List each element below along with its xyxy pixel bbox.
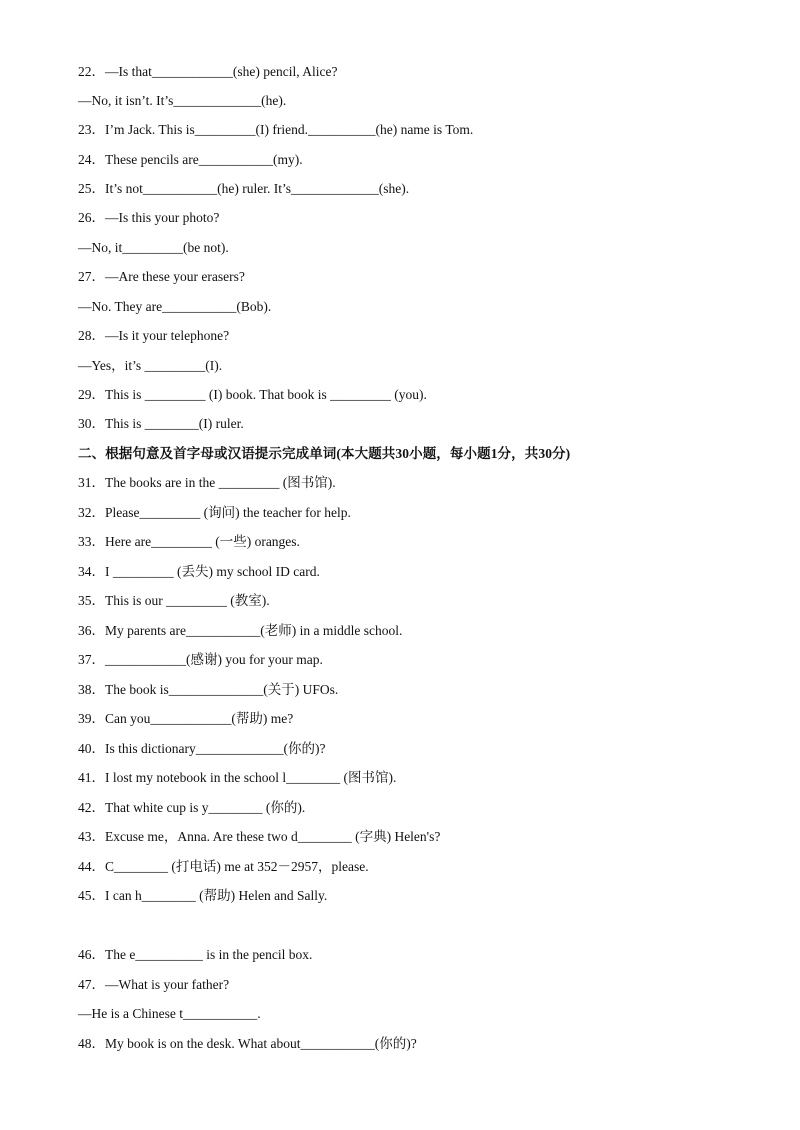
question-29: 29．This is _________ (I) book. That book is _________ (you).: [78, 387, 427, 402]
question-48: 48．My book is on the desk. What about___________(你的)?: [78, 1036, 417, 1051]
question-41: 41．I lost my notebook in the school l________ (图书馆).: [78, 770, 397, 785]
question-30: 30．This is ________(I) ruler.: [78, 416, 244, 431]
question-42: 42．That white cup is y________ (你的).: [78, 800, 306, 815]
question-39: 39．Can you____________(帮助) me?: [78, 711, 294, 726]
question-44: 44．C________ (打电话) me at 352－2957，please.: [78, 859, 369, 874]
answer-26: —No, it_________(be not).: [78, 240, 229, 255]
section-heading: 二、根据句意及首字母或汉语提示完成单词(本大题共30小题，每小题1分，共30分): [78, 446, 571, 461]
question-27: 27．—Are these your erasers?: [78, 269, 245, 284]
question-24: 24．These pencils are___________(my).: [78, 152, 303, 167]
question-38: 38．The book is______________(关于) UFOs.: [78, 682, 339, 697]
question-25: 25．It’s not___________(he) ruler. It’s_____________(she).: [78, 181, 410, 196]
question-46: 46．The e__________ is in the pencil box.: [78, 947, 313, 962]
question-37: 37．____________(感谢) you for your map.: [78, 652, 323, 667]
question-26: 26．—Is this your photo?: [78, 210, 220, 225]
question-23: 23．I’m Jack. This is_________(I) friend.__________(he) name is Tom.: [78, 122, 474, 137]
question-36: 36．My parents are___________(老师) in a middle school.: [78, 623, 403, 638]
question-34: 34．I _________ (丢失) my school ID card.: [78, 564, 320, 579]
question-47: 47．—What is your father?: [78, 977, 230, 992]
question-35: 35．This is our _________ (教室).: [78, 593, 270, 608]
answer-22: —No, it isn’t. It’s_____________(he).: [78, 93, 287, 108]
question-45: 45．I can h________ (帮助) Helen and Sally.: [78, 888, 328, 903]
question-28: 28．—Is it your telephone?: [78, 328, 230, 343]
question-43: 43．Excuse me，Anna. Are these two d________ (字典) Helen's?: [78, 829, 441, 844]
question-32: 32．Please_________ (询问) the teacher for help.: [78, 505, 351, 520]
question-31: 31．The books are in the _________ (图书馆).: [78, 475, 336, 490]
question-40: 40．Is this dictionary_____________(你的)?: [78, 741, 326, 756]
answer-27: —No. They are___________(Bob).: [78, 299, 272, 314]
answer-28: —Yes，it’s _________(I).: [78, 358, 223, 373]
question-33: 33．Here are_________ (一些) oranges.: [78, 534, 300, 549]
question-22: 22．—Is that____________(she) pencil, Alice?: [78, 64, 338, 79]
answer-47: —He is a Chinese t___________.: [78, 1006, 261, 1021]
